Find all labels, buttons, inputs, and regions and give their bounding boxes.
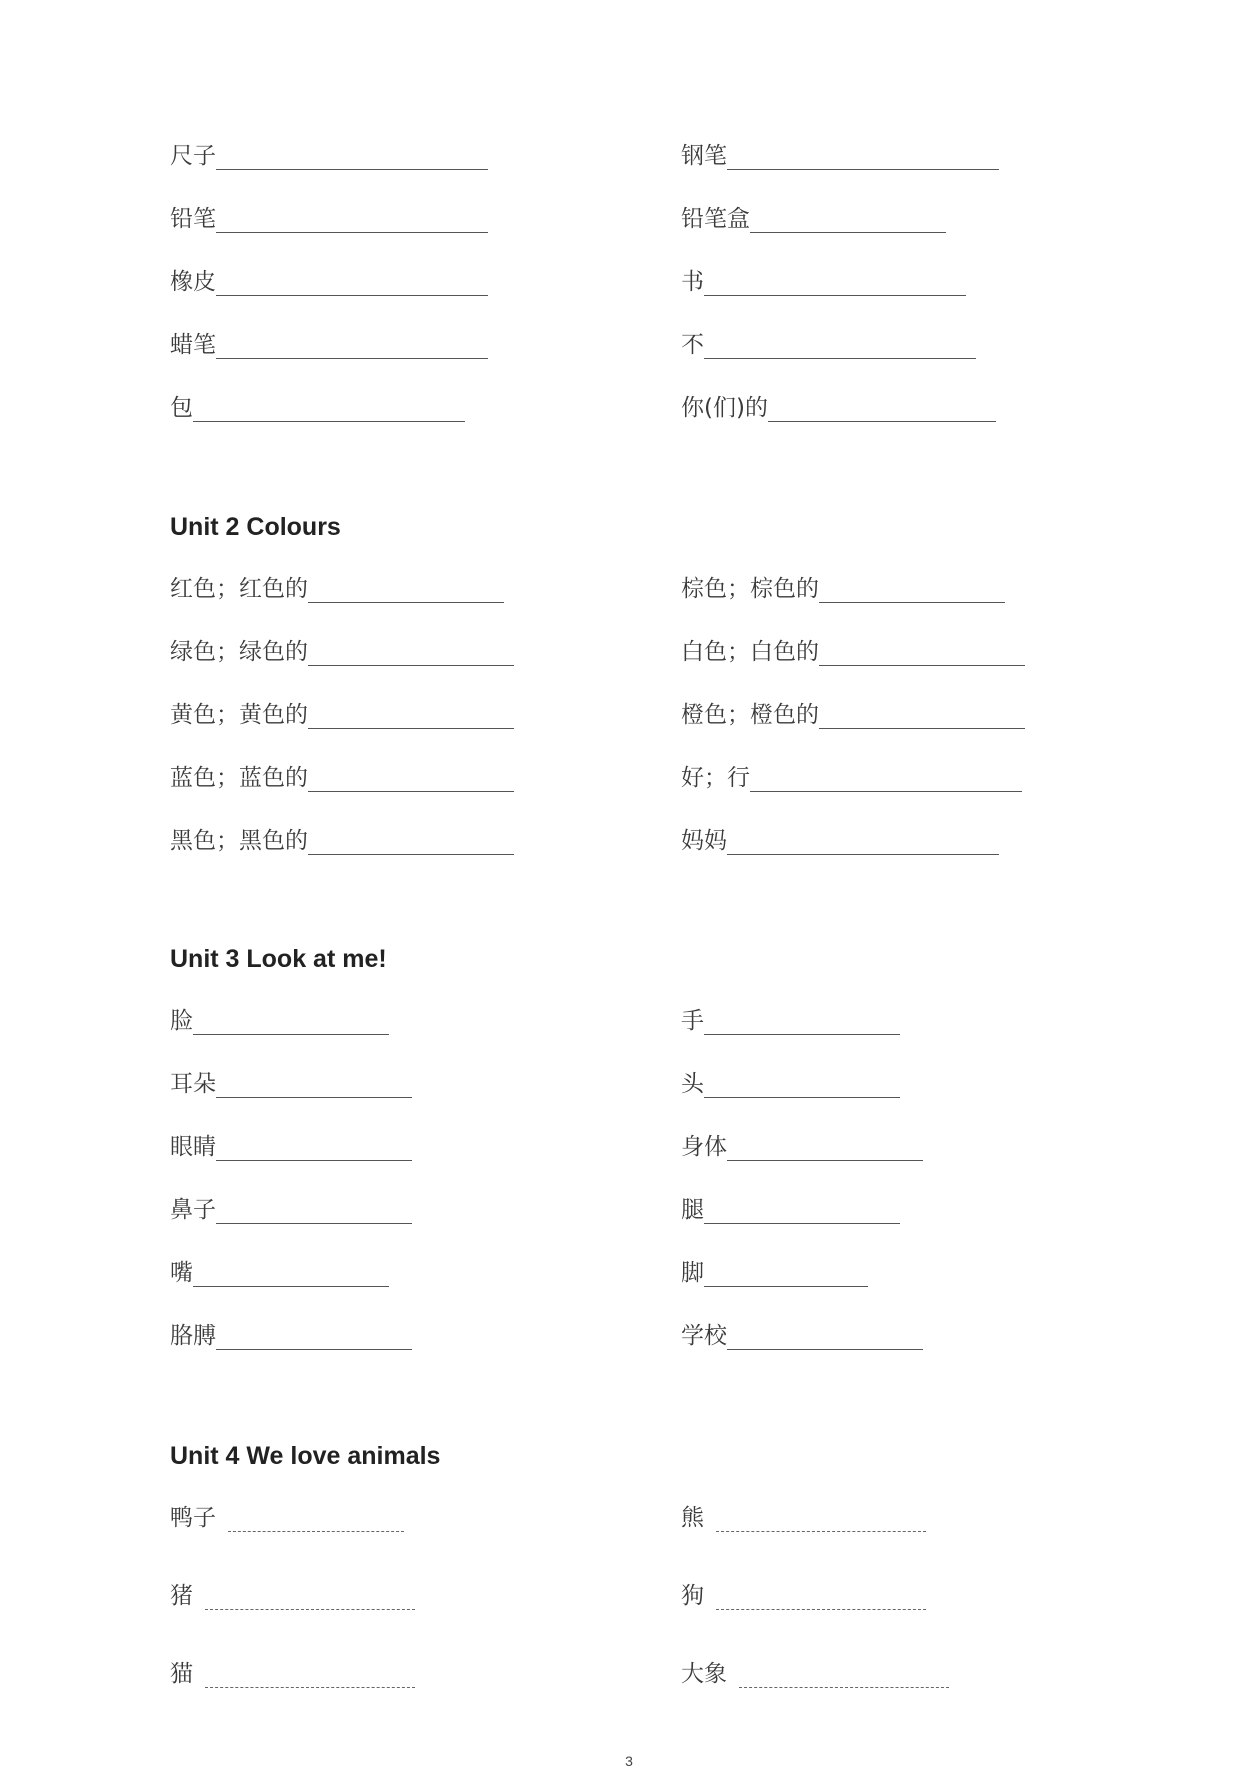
unit2-left-item-5	[170, 827, 514, 855]
unit3-right-item-5	[681, 1259, 868, 1287]
unit4-right-item-2	[681, 1582, 926, 1610]
vocab-term: 眼睛	[170, 1134, 216, 1160]
vocab-term: 绿色；绿色的	[170, 639, 308, 665]
vocab-term: 你(们)的	[681, 395, 768, 421]
answer-blank[interactable]	[716, 1587, 926, 1610]
unit1-left-item-3	[170, 268, 488, 296]
answer-blank[interactable]	[727, 832, 999, 855]
answer-blank[interactable]	[819, 706, 1025, 729]
answer-blank[interactable]	[704, 1075, 900, 1098]
answer-blank[interactable]	[308, 769, 514, 792]
answer-blank[interactable]	[193, 1264, 389, 1287]
answer-blank[interactable]	[216, 210, 488, 233]
answer-blank[interactable]	[308, 706, 514, 729]
unit3-left-item-1	[170, 1007, 389, 1035]
unit2-left-item-1	[170, 575, 504, 603]
answer-blank[interactable]	[727, 147, 999, 170]
answer-blank[interactable]	[216, 336, 488, 359]
unit3-right-item-4	[681, 1196, 900, 1224]
unit1-right-item-4	[681, 331, 976, 359]
vocab-term: 铅笔	[170, 206, 216, 232]
unit4-right-item-1	[681, 1504, 926, 1532]
vocab-term: 黑色；黑色的	[170, 828, 308, 854]
unit3-left-item-4	[170, 1196, 412, 1224]
vocab-term: 白色；白色的	[681, 639, 819, 665]
vocab-term: 腿	[681, 1197, 704, 1223]
unit4-left-item-2	[170, 1582, 415, 1610]
unit3-heading: Unit 3 Look at me!	[170, 945, 387, 973]
unit1-left-item-1	[170, 142, 488, 170]
unit1-left-item-4	[170, 331, 488, 359]
vocab-term: 包	[170, 395, 193, 421]
unit1-right-item-2	[681, 205, 946, 233]
vocab-term: 狗	[681, 1583, 704, 1609]
vocab-term: 红色；红色的	[170, 576, 308, 602]
unit2-right-item-5	[681, 827, 999, 855]
unit3-left-item-6	[170, 1322, 412, 1350]
vocab-term: 鸭子	[170, 1505, 216, 1531]
vocab-term: 头	[681, 1071, 704, 1097]
answer-blank[interactable]	[716, 1509, 926, 1532]
vocab-term: 蜡笔	[170, 332, 216, 358]
vocab-term: 橙色；橙色的	[681, 702, 819, 728]
answer-blank[interactable]	[308, 643, 514, 666]
vocab-term: 身体	[681, 1134, 727, 1160]
unit2-right-item-1	[681, 575, 1005, 603]
answer-blank[interactable]	[750, 210, 946, 233]
vocab-term: 脸	[170, 1008, 193, 1034]
vocab-term: 学校	[681, 1323, 727, 1349]
answer-blank[interactable]	[193, 399, 465, 422]
unit3-right-item-2	[681, 1070, 900, 1098]
vocab-term: 尺子	[170, 143, 216, 169]
vocab-term: 脚	[681, 1260, 704, 1286]
answer-blank[interactable]	[727, 1327, 923, 1350]
answer-blank[interactable]	[205, 1587, 415, 1610]
answer-blank[interactable]	[819, 643, 1025, 666]
unit4-left-item-1	[170, 1504, 404, 1532]
answer-blank[interactable]	[216, 1327, 412, 1350]
answer-blank[interactable]	[704, 1264, 868, 1287]
unit1-right-item-1	[681, 142, 999, 170]
vocab-term: 猫	[170, 1661, 193, 1687]
answer-blank[interactable]	[308, 580, 504, 603]
vocab-term: 猪	[170, 1583, 193, 1609]
answer-blank[interactable]	[739, 1665, 949, 1688]
unit2-right-item-2	[681, 638, 1025, 666]
vocab-term: 铅笔盒	[681, 206, 750, 232]
unit2-right-item-4	[681, 764, 1022, 792]
unit1-left-item-2	[170, 205, 488, 233]
vocab-term: 耳朵	[170, 1071, 216, 1097]
page-number: 3	[625, 1753, 633, 1769]
answer-blank[interactable]	[216, 147, 488, 170]
unit2-right-item-3	[681, 701, 1025, 729]
vocab-term: 棕色；棕色的	[681, 576, 819, 602]
vocab-term: 嘴	[170, 1260, 193, 1286]
answer-blank[interactable]	[727, 1138, 923, 1161]
unit1-right-item-5	[681, 394, 996, 422]
vocab-term: 手	[681, 1008, 704, 1034]
vocab-term: 熊	[681, 1505, 704, 1531]
answer-blank[interactable]	[704, 336, 976, 359]
answer-blank[interactable]	[216, 1138, 412, 1161]
unit1-left-item-5	[170, 394, 465, 422]
answer-blank[interactable]	[750, 769, 1022, 792]
vocab-term: 钢笔	[681, 143, 727, 169]
vocab-term: 大象	[681, 1661, 727, 1687]
unit2-left-item-2	[170, 638, 514, 666]
unit1-right-item-3	[681, 268, 966, 296]
unit2-left-item-4	[170, 764, 514, 792]
unit3-left-item-3	[170, 1133, 412, 1161]
vocab-term: 鼻子	[170, 1197, 216, 1223]
answer-blank[interactable]	[193, 1012, 389, 1035]
vocab-term: 妈妈	[681, 828, 727, 854]
unit3-right-item-6	[681, 1322, 923, 1350]
answer-blank[interactable]	[216, 1201, 412, 1224]
unit3-left-item-2	[170, 1070, 412, 1098]
vocab-term: 黄色；黄色的	[170, 702, 308, 728]
unit4-heading: Unit 4 We love animals	[170, 1442, 441, 1470]
vocab-term: 好；行	[681, 765, 750, 791]
vocab-term: 书	[681, 269, 704, 295]
unit2-left-item-3	[170, 701, 514, 729]
answer-blank[interactable]	[819, 580, 1005, 603]
answer-blank[interactable]	[768, 399, 996, 422]
answer-blank[interactable]	[704, 1201, 900, 1224]
vocab-term: 不	[681, 332, 704, 358]
answer-blank[interactable]	[216, 273, 488, 296]
answer-blank[interactable]	[704, 1012, 900, 1035]
answer-blank[interactable]	[704, 273, 966, 296]
unit3-left-item-5	[170, 1259, 389, 1287]
answer-blank[interactable]	[308, 832, 514, 855]
unit4-right-item-3	[681, 1660, 949, 1688]
unit3-right-item-1	[681, 1007, 900, 1035]
answer-blank[interactable]	[216, 1075, 412, 1098]
vocab-term: 胳膊	[170, 1323, 216, 1349]
unit2-heading: Unit 2 Colours	[170, 513, 341, 541]
unit4-left-item-3	[170, 1660, 415, 1688]
answer-blank[interactable]	[205, 1665, 415, 1688]
vocab-term: 橡皮	[170, 269, 216, 295]
answer-blank[interactable]	[228, 1509, 404, 1532]
vocab-term: 蓝色；蓝色的	[170, 765, 308, 791]
unit3-right-item-3	[681, 1133, 923, 1161]
